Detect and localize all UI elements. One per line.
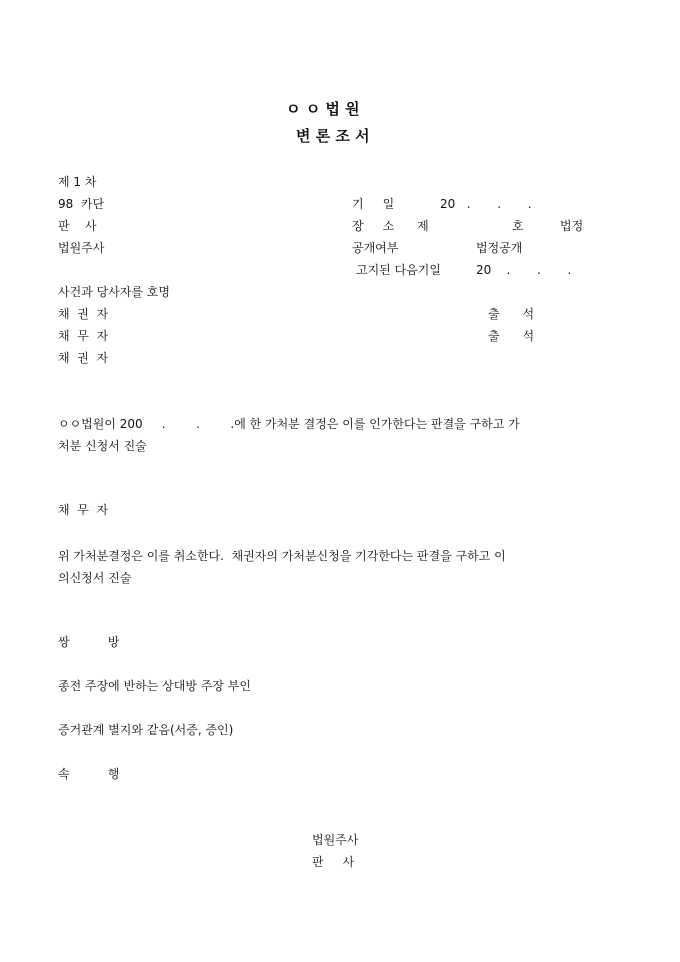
place-label: 장 소 제 bbox=[352, 219, 429, 233]
creditor-statement-line2: 처분 신청서 진술 bbox=[58, 439, 147, 453]
public-value: 법정공개 bbox=[476, 241, 523, 255]
call-heading: 사건과 당사자를 호명 bbox=[58, 285, 170, 299]
date-label: 기 일 bbox=[352, 197, 395, 211]
document-title: 변 론 조 서 bbox=[296, 127, 370, 145]
session-label: 제 1 차 bbox=[58, 175, 97, 189]
debtor-label: 채 무 자 bbox=[58, 503, 109, 517]
next-date-value: 20 . . . bbox=[476, 263, 572, 277]
next-date-label: 고지된 다음기일 bbox=[356, 263, 441, 277]
date-value: 20 . . . bbox=[440, 197, 532, 211]
debtor-statement-line2: 의신청서 진술 bbox=[58, 571, 132, 585]
case-number: 98 카단 bbox=[58, 197, 105, 211]
place-court: 법정 bbox=[560, 219, 584, 233]
party-role: 채 권 자 bbox=[58, 351, 109, 365]
both-statement: 종전 주장에 반하는 상대방 주장 부인 bbox=[58, 679, 251, 693]
party-role: 채 권 자 bbox=[58, 307, 109, 321]
creditor-statement-line1: ㅇㅇ법원이 200 . . .에 한 가처분 결정은 이를 인가한다는 판결을 구하고 가 bbox=[58, 417, 520, 431]
party-status: 출 석 bbox=[488, 307, 535, 321]
signature-judge: 판 사 bbox=[312, 855, 355, 869]
party-role: 채 무 자 bbox=[58, 329, 109, 343]
evidence-statement: 증거관계 별지와 같음(서증, 증인) bbox=[58, 723, 234, 737]
place-room: 호 bbox=[512, 219, 524, 233]
debtor-statement-line1: 위 가처분결정은 이를 취소한다. 채권자의 가처분신청을 기각한다는 판결을 구하고 이 bbox=[58, 549, 506, 563]
continue-label: 속 행 bbox=[58, 767, 120, 781]
clerk-label: 법원주사 bbox=[58, 241, 105, 255]
judge-label: 판 사 bbox=[58, 219, 97, 233]
court-title: ㅇ ㅇ 법 원 bbox=[286, 100, 360, 118]
signature-clerk: 법원주사 bbox=[312, 833, 359, 847]
party-status: 출 석 bbox=[488, 329, 535, 343]
public-label: 공개여부 bbox=[352, 241, 399, 255]
both-label: 쌍 방 bbox=[58, 635, 120, 649]
